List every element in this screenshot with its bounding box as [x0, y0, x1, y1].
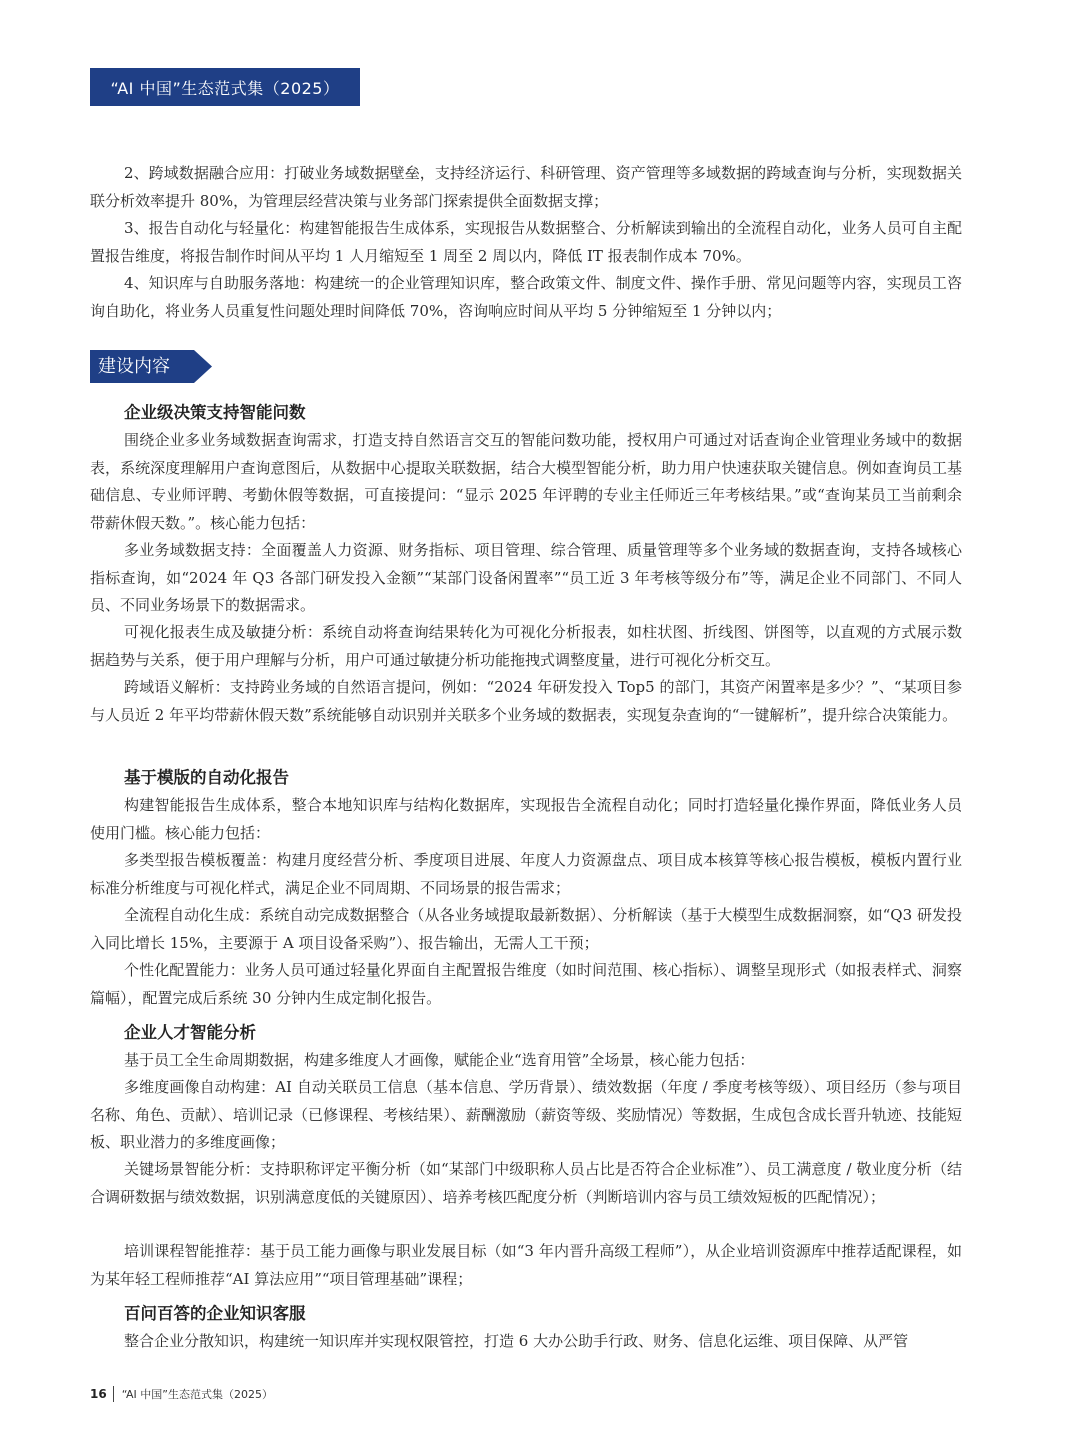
- footer-title: “AI 中国”生态范式集（2025）: [121, 1388, 273, 1401]
- section-title: 建设内容: [98, 356, 170, 377]
- header-title: “AI 中国”生态范式集（2025）: [110, 78, 340, 98]
- s3-paragraph-1: 基于员工全生命周期数据，构建多维度人才画像，赋能企业“选育用管”全场景，核心能力包括：: [124, 1051, 755, 1069]
- s1-paragraph-4: 跨域语义解析：支持跨业务域的自然语言提问，例如：“2024 年研发投入 Top5 的部门，其资产闲置率是多少？”、“某项目参与人员近 2 年平均带薪休假天数”系统能够自动识别并关联多个业务域的数据表，实现复杂查询的“一键解析”，提升综合决策能力。: [90, 678, 962, 724]
- header-banner: [90, 68, 360, 106]
- s2-paragraph-4: 个性化配置能力：业务人员可通过轻量化界面自主配置报告维度（如时间范围、核心指标）、调整呈现形式（如报表样式、洞察篇幅），配置完成后系统 30 分钟内生成定制化报告。: [90, 961, 962, 1007]
- s2-paragraph-1: 构建智能报告生成体系，整合本地知识库与结构化数据库，实现报告全流程自动化；同时打造轻量化操作界面，降低业务人员使用门槛。核心能力包括：: [90, 796, 962, 842]
- s1-paragraph-2: 多业务域数据支持：全面覆盖人力资源、财务指标、项目管理、综合管理、质量管理等多个业务域的数据查询，支持各域核心指标查询，如“2024 年 Q3 各部门研发投入金额”“某部门设备闲置率”“员工近 3 年考核等级分布”等，满足企业不同部门、不同人员、不同业务场景下的数据需求。: [90, 541, 962, 614]
- intro-paragraph-4: 4、知识库与自助服务落地：构建统一的企业管理知识库，整合政策文件、制度文件、操作手册、常见问题等内容，实现员工咨询自助化，将业务人员重复性问题处理时间降低 70%，咨询响应时间从平均 5 分钟缩短至 1 分钟以内；: [90, 274, 962, 320]
- page-footer: [90, 1385, 273, 1403]
- intro-paragraph-2: 2、跨域数据融合应用：打破业务域数据壁垒，支持经济运行、科研管理、资产管理等多域数据的跨域查询与分析，实现数据关联分析效率提升 80%，为管理层经营决策与业务部门探索提供全面数据支撑；: [90, 164, 962, 210]
- s4-paragraph-1: 整合企业分散知识，构建统一知识库并实现权限管控，打造 6 大办公助手行政、财务、信息化运维、项目保障、从严管: [124, 1332, 909, 1350]
- s3-paragraph-4: 培训课程智能推荐：基于员工能力画像与职业发展目标（如“3 年内晋升高级工程师”），从企业培训资源库中推荐适配课程，如为某年轻工程师推荐“AI 算法应用”“项目管理基础”课程；: [90, 1242, 962, 1288]
- footer-divider: [113, 1386, 114, 1402]
- page-number: 16: [90, 1387, 107, 1401]
- s3-paragraph-2: 多维度画像自动构建：AI 自动关联员工信息（基本信息、学历背景）、绩效数据（年度 / 季度考核等级）、项目经历（参与项目名称、角色、贡献）、培训记录（已修课程、考核结果）、薪酬激励（薪资等级、奖励情况）等数据，生成包含成长晋升轨迹、技能短板、职业潜力的多维度画像；: [90, 1078, 962, 1151]
- s3-paragraph-3: 关键场景智能分析：支持职称评定平衡分析（如“某部门中级职称人员占比是否符合企业标准”）、员工满意度 / 敬业度分析（结合调研数据与绩效数据，识别满意度低的关键原因）、培养考核匹配度分析（判断培训内容与员工绩效短板的匹配情况）；: [90, 1160, 962, 1206]
- s1-paragraph-1: 围绕企业多业务域数据查询需求，打造支持自然语言交互的智能问数功能，授权用户可通过对话查询企业管理业务域中的数据表，系统深度理解用户查询意图后，从数据中心提取关联数据，结合大模型智能分析，助力用户快速获取关键信息。例如查询员工基础信息、专业师评聘、考勤休假等数据，可直接提问：“显示 2025 年评聘的专业主任师近三年考核结果。”或“查询某员工当前剩余带薪休假天数。”。核心能力包括：: [90, 431, 962, 532]
- s2-paragraph-3: 全流程自动化生成：系统自动完成数据整合（从各业务域提取最新数据）、分析解读（基于大模型生成数据洞察，如“Q3 研发投入同比增长 15%，主要源于 A 项目设备采购”）、报告输出，无需人工干预；: [90, 906, 962, 952]
- subsection-heading-4: 百问百答的企业知识客服: [124, 1304, 306, 1323]
- subsection-heading-1: 企业级决策支持智能问数: [124, 403, 306, 422]
- intro-paragraph-3: 3、报告自动化与轻量化：构建智能报告生成体系，实现报告从数据整合、分析解读到输出的全流程自动化，业务人员可自主配置报告维度，将报告制作时间从平均 1 人月缩短至 1 周至 2 周以内，降低 IT 报表制作成本 70%。: [90, 219, 962, 265]
- subsection-heading-2: 基于模版的自动化报告: [124, 768, 289, 787]
- subsection-heading-3: 企业人才智能分析: [124, 1023, 256, 1042]
- section-title-tag: [90, 350, 212, 383]
- s1-paragraph-3: 可视化报表生成及敏捷分析：系统自动将查询结果转化为可视化分析报表，如柱状图、折线图、饼图等，以直观的方式展示数据趋势与关系，便于用户理解与分析，用户可通过敏捷分析功能拖拽式调整度量，进行可视化分析交互。: [90, 623, 962, 669]
- s2-paragraph-2: 多类型报告模板覆盖：构建月度经营分析、季度项目进展、年度人力资源盘点、项目成本核算等核心报告模板，模板内置行业标准分析维度与可视化样式，满足企业不同周期、不同场景的报告需求；: [90, 851, 962, 897]
